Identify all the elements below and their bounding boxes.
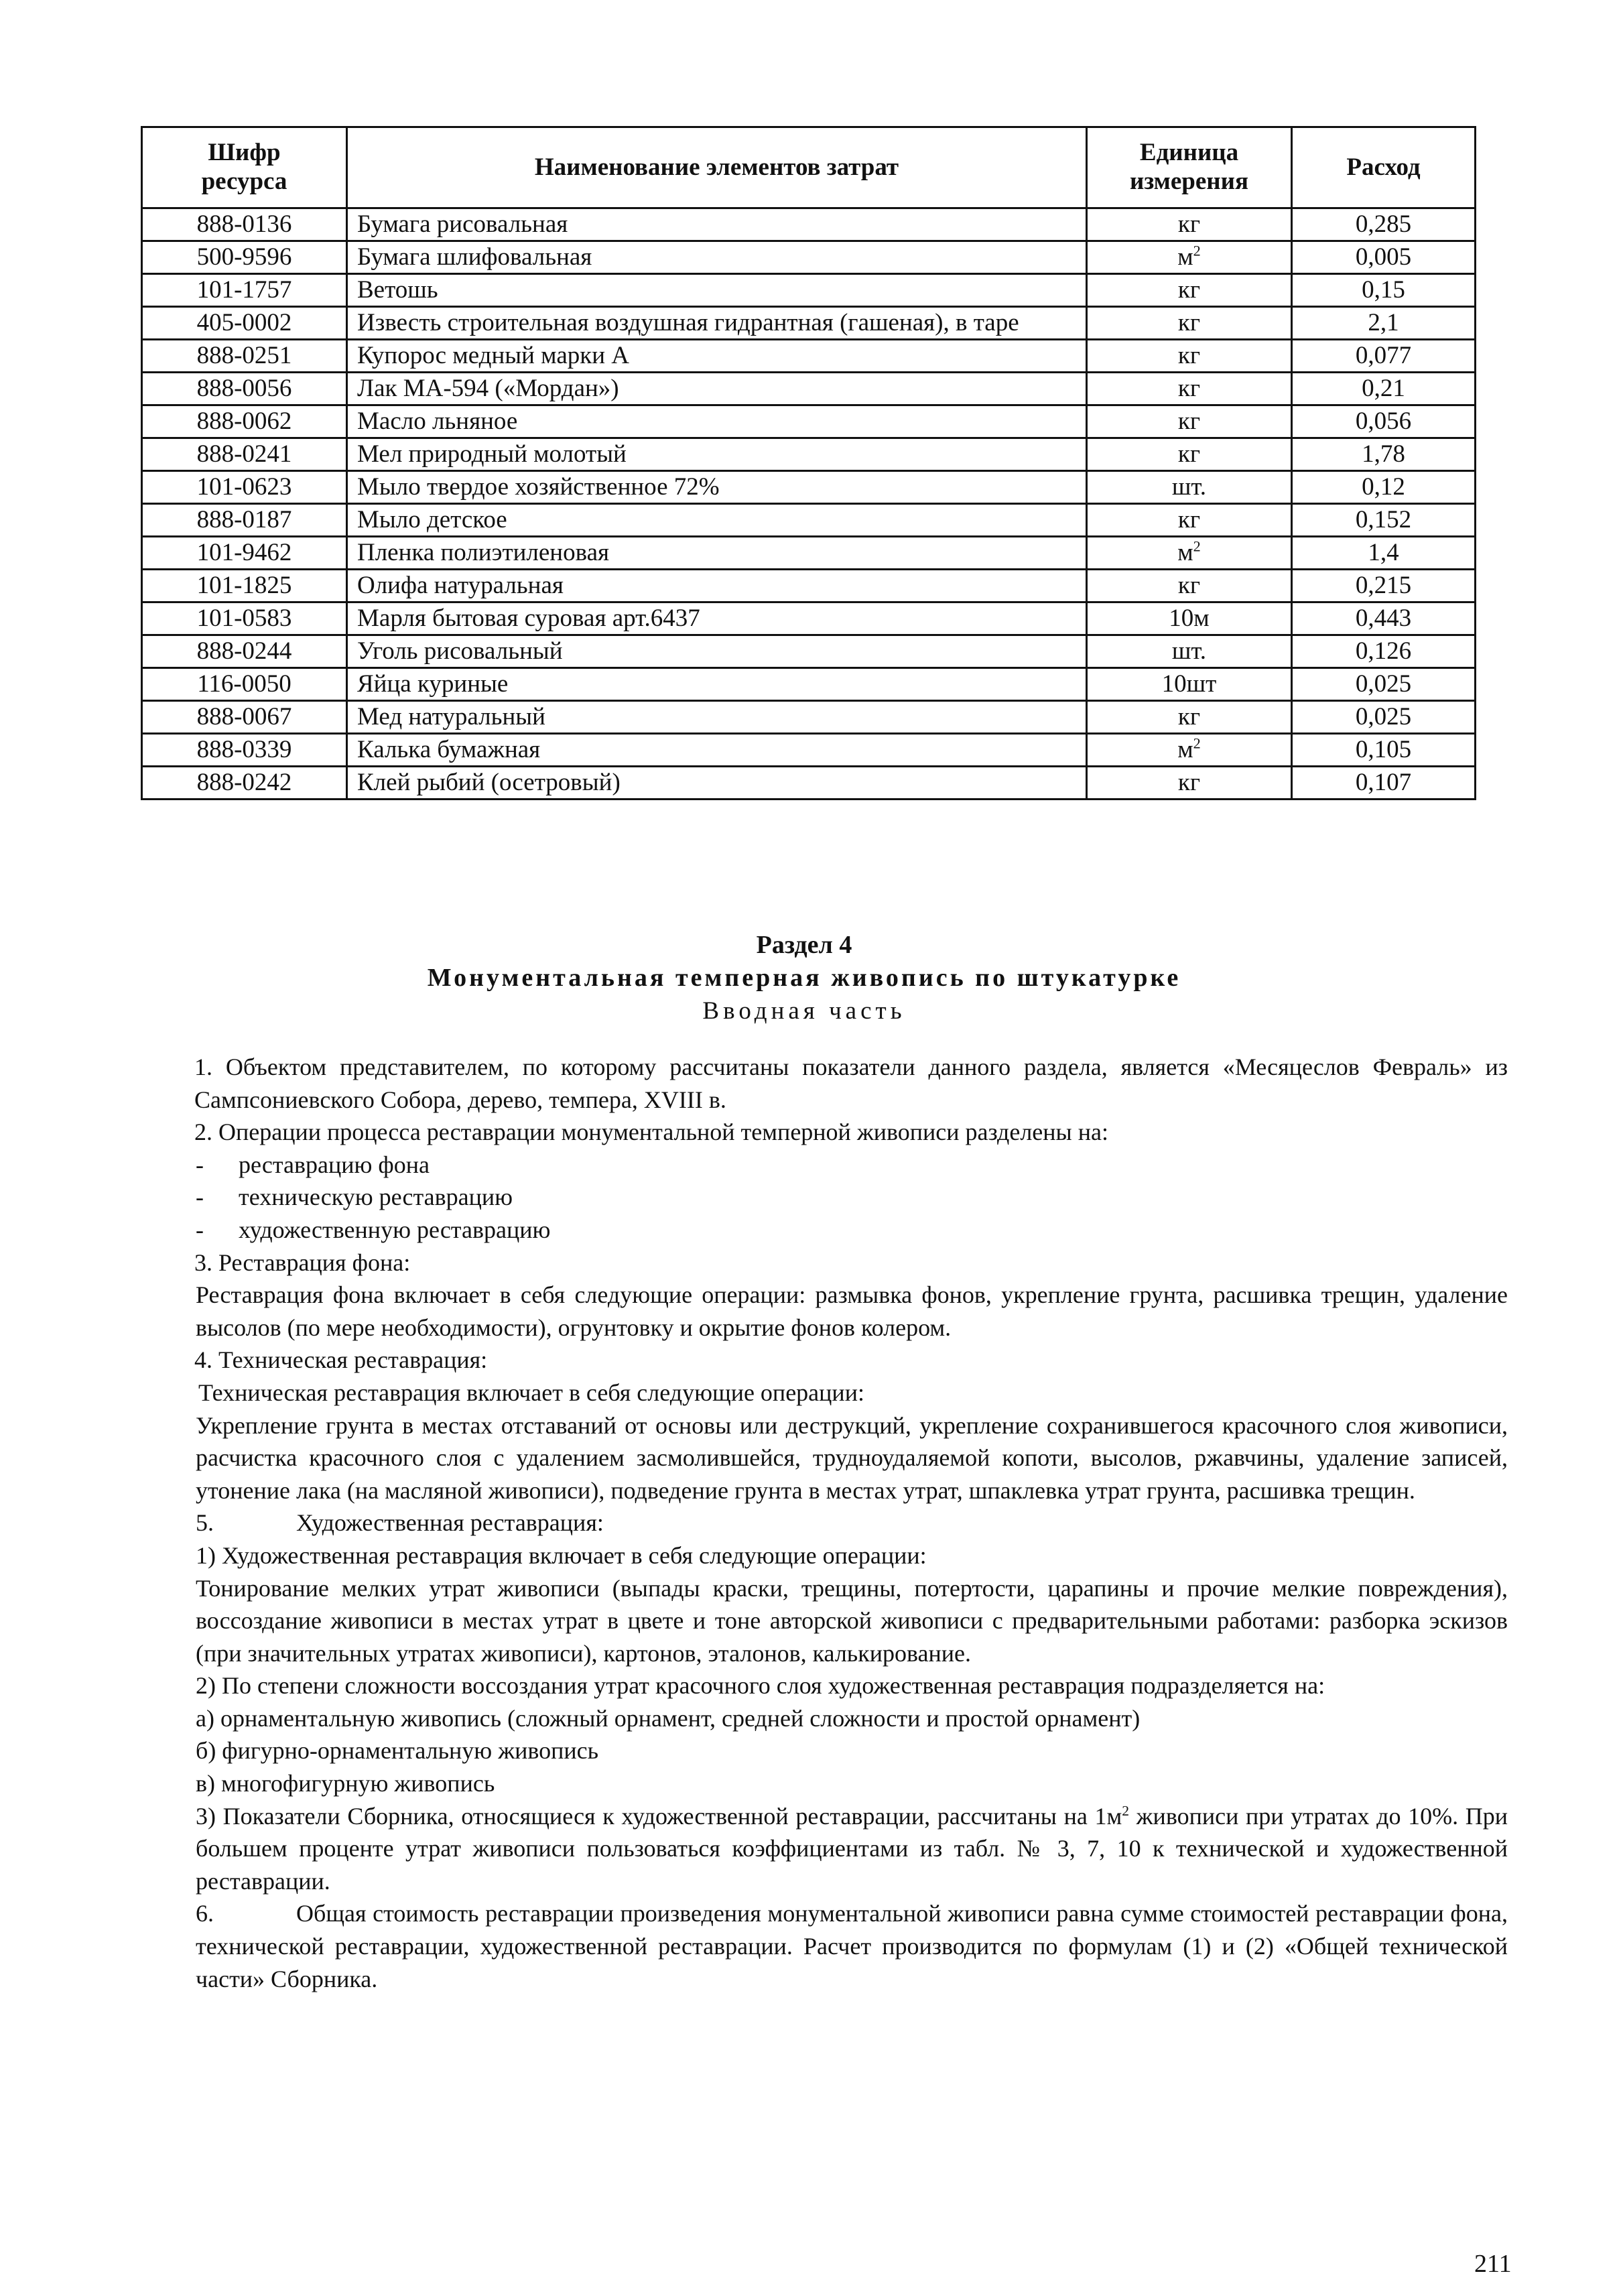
table-row [142, 405, 1476, 438]
list-item-a: а) орнаментальную живопись (сложный орнамент, средней сложности и простой орнамент) [196, 1704, 1141, 1732]
cell-amount: 1,78 [1292, 438, 1476, 471]
cell-code: 500-9596 [142, 241, 347, 274]
paragraph-text: Общая стоимость реставрации произведения монументальной живописи равна сумме стоимостей реставрации фона, технической реставрации, художественной реставрации. Расчет производится по формулам (1) и (2) «Общей технической части» Сборника. [196, 1900, 1508, 1992]
table-row [142, 471, 1476, 504]
cell-unit: $м^2$ [1087, 537, 1292, 570]
cell-amount: 0,285 [1292, 208, 1476, 241]
cell-unit: кг [1087, 570, 1292, 602]
unit-superscript: 2 [1193, 735, 1201, 752]
cell-code: 888-0244 [142, 635, 347, 668]
resource-table [141, 126, 1476, 800]
header-name: Наименование элементов затрат [347, 127, 1087, 208]
table-row [142, 701, 1476, 734]
cell-amount: 0,025 [1292, 668, 1476, 701]
cell-amount: 2,1 [1292, 307, 1476, 340]
section-subtitle: Вводная часть [702, 997, 906, 1025]
dash-marker: - [196, 1216, 204, 1243]
cell-code: 116-0050 [142, 668, 347, 701]
cell-name: Мел природный молотый [347, 438, 1087, 471]
paragraph-number: 1. [194, 1054, 212, 1080]
section-title: Монументальная темперная живопись по штукатурке [427, 964, 1181, 992]
table-row [142, 734, 1476, 767]
superscript: 2 [1122, 1802, 1130, 1819]
cell-name: Яйца куриные [347, 668, 1087, 701]
cell-name: Ветошь [347, 274, 1087, 307]
table-row [142, 570, 1476, 602]
list-item-c: в) многофигурную живопись [196, 1770, 495, 1797]
unit-superscript: 2 [1193, 537, 1201, 555]
paragraph-5 [196, 1507, 1508, 1539]
cell-unit: кг [1087, 307, 1292, 340]
paragraph-6 [196, 1897, 1508, 1995]
cell-unit: $м^2$ [1087, 241, 1292, 274]
cell-name: Мыло детское [347, 504, 1087, 537]
cell-amount: 0,107 [1292, 767, 1476, 800]
cell-code: 888-0251 [142, 340, 347, 373]
table-row [142, 767, 1476, 800]
paragraph-2 [194, 1116, 1508, 1149]
table-row [142, 602, 1476, 635]
table-row [142, 241, 1476, 274]
table-row [142, 307, 1476, 340]
cell-name: Бумага рисовальная [347, 208, 1087, 241]
cell-amount: 0,152 [1292, 504, 1476, 537]
table-row [142, 668, 1476, 701]
cell-name: Олифа натуральная [347, 570, 1087, 602]
cell-code: 888-0187 [142, 504, 347, 537]
cell-name: Калька бумажная [347, 734, 1087, 767]
cell-code: 101-0623 [142, 471, 347, 504]
list-item-b: б) фигурно-орнаментальную живопись [196, 1737, 599, 1765]
cell-unit: 10шт [1087, 668, 1292, 701]
cell-unit: 10м [1087, 602, 1292, 635]
table-row [142, 635, 1476, 668]
paragraph-number: 6. [196, 1900, 214, 1927]
cell-unit: кг [1087, 504, 1292, 537]
cell-name: Купорос медный марки А [347, 340, 1087, 373]
table-row [142, 373, 1476, 405]
table-row [142, 340, 1476, 373]
paragraph-number: 3. [194, 1249, 212, 1276]
cell-unit: кг [1087, 701, 1292, 734]
paragraph-number: 5. [196, 1509, 214, 1537]
dash-marker: - [196, 1184, 204, 1211]
cell-code: 888-0056 [142, 373, 347, 405]
dash-marker: - [196, 1151, 204, 1178]
header-unit: Единица измерения [1087, 127, 1292, 208]
header-code: Шифр ресурса [142, 127, 347, 208]
list-item [196, 1149, 1508, 1182]
table-row [142, 537, 1476, 570]
cell-code: 888-0062 [142, 405, 347, 438]
unit-superscript: 2 [1193, 242, 1201, 259]
list-item [196, 1181, 1508, 1214]
cell-code: 888-0067 [142, 701, 347, 734]
list-item-text: художественную реставрацию [239, 1216, 551, 1243]
table-header-row [142, 127, 1476, 208]
paragraph-text: Реставрация фона: [218, 1249, 411, 1276]
paragraph-1 [194, 1051, 1508, 1116]
cell-amount: 0,105 [1292, 734, 1476, 767]
cell-amount: 0,21 [1292, 373, 1476, 405]
section-heading [134, 929, 1474, 1028]
page-number: 211 [1474, 2250, 1512, 2278]
table-row [142, 208, 1476, 241]
cell-unit: кг [1087, 373, 1292, 405]
paragraph-text: Художественная реставрация: [296, 1509, 604, 1537]
cell-name: Клей рыбий (осетровый) [347, 767, 1087, 800]
cell-unit: шт. [1087, 471, 1292, 504]
paragraph-text: живописи при утратах до 10%. При большем проценте утрат живописи пользоваться коэффициентами из табл. № 3, 7, 10 к технической и художественной реставрации. [196, 1802, 1508, 1895]
paragraph-4-body: Укрепление грунта в местах отставаний от основы или деструкций, укрепление сохранившегося красочного слоя живописи, расчистка красочного слоя с удалением засмолившейся, трудноудаляемой копоти, высолов, ржавчины, удаление записей, утонение лака (на масляной живописи), подведение грунта в местах утрат, шпаклевка утрат грунта, расшивка трещин. [196, 1411, 1508, 1504]
paragraph-3 [194, 1247, 1508, 1279]
cell-unit: кг [1087, 405, 1292, 438]
cell-code: 101-0583 [142, 602, 347, 635]
section-number: Раздел 4 [756, 931, 852, 959]
intro-text [196, 1051, 1508, 1995]
cell-code: 101-1825 [142, 570, 347, 602]
cell-name: Пленка полиэтиленовая [347, 537, 1087, 570]
paragraph-5-1: 1) Художественная реставрация включает в себя следующие операции: [196, 1541, 927, 1569]
paragraph-text: Объектом представителем, по которому рассчитаны показатели данного раздела, является «Месяцеслов Февраль» из Сампсониевского Собора, дерево, темпера, XVIII в. [194, 1054, 1508, 1113]
paragraph-number: 4. [194, 1346, 212, 1374]
header-amount: Расход [1292, 127, 1476, 208]
cell-amount: 0,056 [1292, 405, 1476, 438]
cell-unit: кг [1087, 767, 1292, 800]
cell-unit: кг [1087, 438, 1292, 471]
cell-amount: 0,443 [1292, 602, 1476, 635]
table-row [142, 438, 1476, 471]
paragraph-5-3 [196, 1800, 1508, 1898]
paragraph-text: Техническая реставрация: [218, 1346, 488, 1374]
cell-name: Мед натуральный [347, 701, 1087, 734]
cell-name: Бумага шлифовальная [347, 241, 1087, 274]
cell-code: 888-0242 [142, 767, 347, 800]
paragraph-text: 3) Показатели Сборника, относящиеся к художественной реставрации, рассчитаны на 1м [196, 1802, 1122, 1830]
cell-name: Уголь рисовальный [347, 635, 1087, 668]
table-body [142, 208, 1476, 800]
paragraph-text: Операции процесса реставрации монументальной темперной живописи разделены на: [218, 1119, 1108, 1146]
cell-code: 888-0241 [142, 438, 347, 471]
table-row [142, 274, 1476, 307]
paragraph-number: 2. [194, 1119, 212, 1146]
cell-amount: 1,4 [1292, 537, 1476, 570]
cell-code: 101-1757 [142, 274, 347, 307]
cell-code: 405-0002 [142, 307, 347, 340]
paragraph-4 [194, 1344, 1508, 1377]
cell-name: Марля бытовая суровая арт.6437 [347, 602, 1087, 635]
paragraph-5-body: Тонирование мелких утрат живописи (выпады краски, трещины, потертости, царапины и прочие мелкие повреждения), воссоздание живописи в местах утрат в цвете и тоне авторской живописи с предварительными работами: разборка эскизов (при значительных утратах живописи), картонов, эталонов, калькирование. [196, 1574, 1508, 1667]
paragraph-5-2: 2) По степени сложности воссоздания утрат красочного слоя художественная реставрация подразделяется на: [196, 1672, 1325, 1700]
cell-name: Известь строительная воздушная гидрантная (гашеная), в таре [347, 307, 1087, 340]
cell-name: Масло льняное [347, 405, 1087, 438]
cell-amount: 0,077 [1292, 340, 1476, 373]
cell-name: Лак МА-594 («Мордан») [347, 373, 1087, 405]
cell-code: 888-0136 [142, 208, 347, 241]
cell-amount: 0,15 [1292, 274, 1476, 307]
cell-amount: 0,025 [1292, 701, 1476, 734]
paragraph-4-intro: Техническая реставрация включает в себя следующие операции: [198, 1379, 864, 1406]
list-item [196, 1214, 1508, 1247]
cell-unit: кг [1087, 208, 1292, 241]
paragraph-3-body: Реставрация фона включает в себя следующие операции: размывка фонов, укрепление грунта, расшивка трещин, удаление высолов (по мере необходимости), огрунтовку и окрытие фонов колером. [196, 1281, 1508, 1341]
list-item-text: реставрацию фона [239, 1151, 430, 1178]
cell-unit: шт. [1087, 635, 1292, 668]
cell-unit: кг [1087, 340, 1292, 373]
cell-amount: 0,005 [1292, 241, 1476, 274]
table-row [142, 504, 1476, 537]
cell-amount: 0,126 [1292, 635, 1476, 668]
cell-name: Мыло твердое хозяйственное 72% [347, 471, 1087, 504]
cell-code: 101-9462 [142, 537, 347, 570]
cell-amount: 0,215 [1292, 570, 1476, 602]
cell-unit: кг [1087, 274, 1292, 307]
list-item-text: техническую реставрацию [239, 1184, 513, 1211]
cell-amount: 0,12 [1292, 471, 1476, 504]
cell-unit: $м^2$ [1087, 734, 1292, 767]
cell-code: 888-0339 [142, 734, 347, 767]
